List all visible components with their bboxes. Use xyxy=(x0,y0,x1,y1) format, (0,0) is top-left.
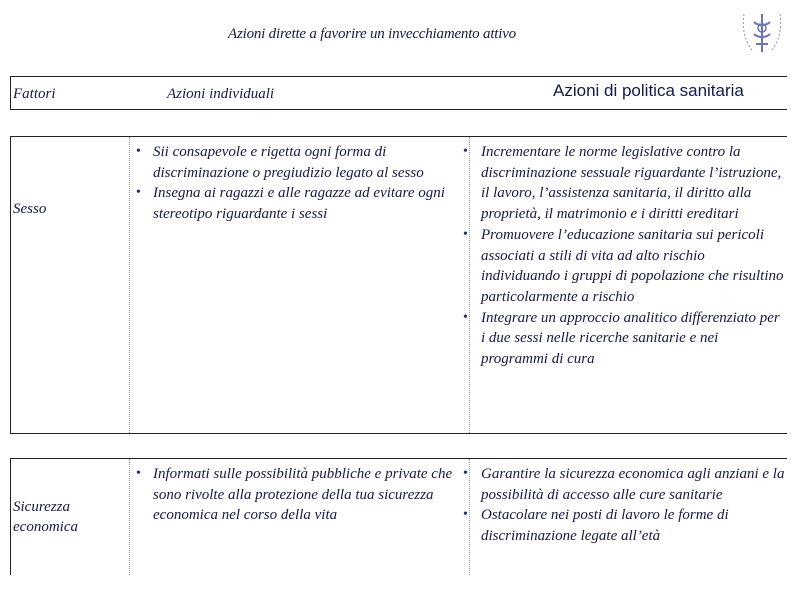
factor-label-line2: economica xyxy=(13,519,78,535)
factor-label: Sesso xyxy=(13,201,47,217)
column-divider xyxy=(129,459,130,575)
university-seal-icon xyxy=(740,8,784,56)
policy-actions xyxy=(459,464,787,547)
policy-actions xyxy=(459,142,787,370)
page-title: Azioni dirette a favorire un invecchiamento attivo xyxy=(228,26,516,42)
table-row xyxy=(10,458,787,575)
list-item: • Integrare un approccio analitico differenziato per i due sessi nelle ricerche sanitarie e nei programmi di cura xyxy=(459,308,787,370)
list-item: • Garantire la sicurezza economica agli anziani e la possibilità di accesso alle cure sanitarie xyxy=(459,464,787,505)
column-divider xyxy=(129,137,130,433)
table-row xyxy=(10,136,787,434)
factor-label xyxy=(13,497,78,537)
list-item: • Incrementare le norme legislative contro la discriminazione sessuale riguardante l’istruzione, il lavoro, l’assistenza sanitaria, il diritto alla proprietà, il matrimonio e i diritti ereditari xyxy=(459,142,787,225)
factor-label-line1: Sicurezza xyxy=(13,499,70,515)
individual-actions xyxy=(136,464,468,526)
list-item: • Promuovere l’educazione sanitaria sui pericoli associati a stili di vita ad alto rischio individuando i gruppi di popolazione che risultino particolarmente a rischio xyxy=(459,225,787,308)
header-fattori-label: Fattori xyxy=(13,86,56,102)
header-azioni-politica-sanitaria xyxy=(471,77,787,109)
individual-actions xyxy=(136,142,468,225)
list-item: • Insegna ai ragazzi e alle ragazze ad evitare ogni stereotipo riguardante i sessi xyxy=(136,183,468,224)
list-item: • Sii consapevole e rigetta ogni forma di discriminazione o pregiudizio legato al sesso xyxy=(136,142,468,183)
header-azioni-politica-label: Azioni di politica sanitaria xyxy=(553,81,744,100)
list-item: • Ostacolare nei posti di lavoro le forme di discriminazione legate all’età xyxy=(459,505,787,546)
header-azioni-individuali xyxy=(131,77,469,109)
table-header-row xyxy=(10,76,787,110)
header-fattori xyxy=(11,77,129,109)
list-item: • Informati sulle possibilità pubbliche e private che sono rivolte alla protezione della tua sicurezza economica nel corso della vita xyxy=(136,464,468,526)
header-azioni-individuali-label: Azioni individuali xyxy=(167,86,275,102)
